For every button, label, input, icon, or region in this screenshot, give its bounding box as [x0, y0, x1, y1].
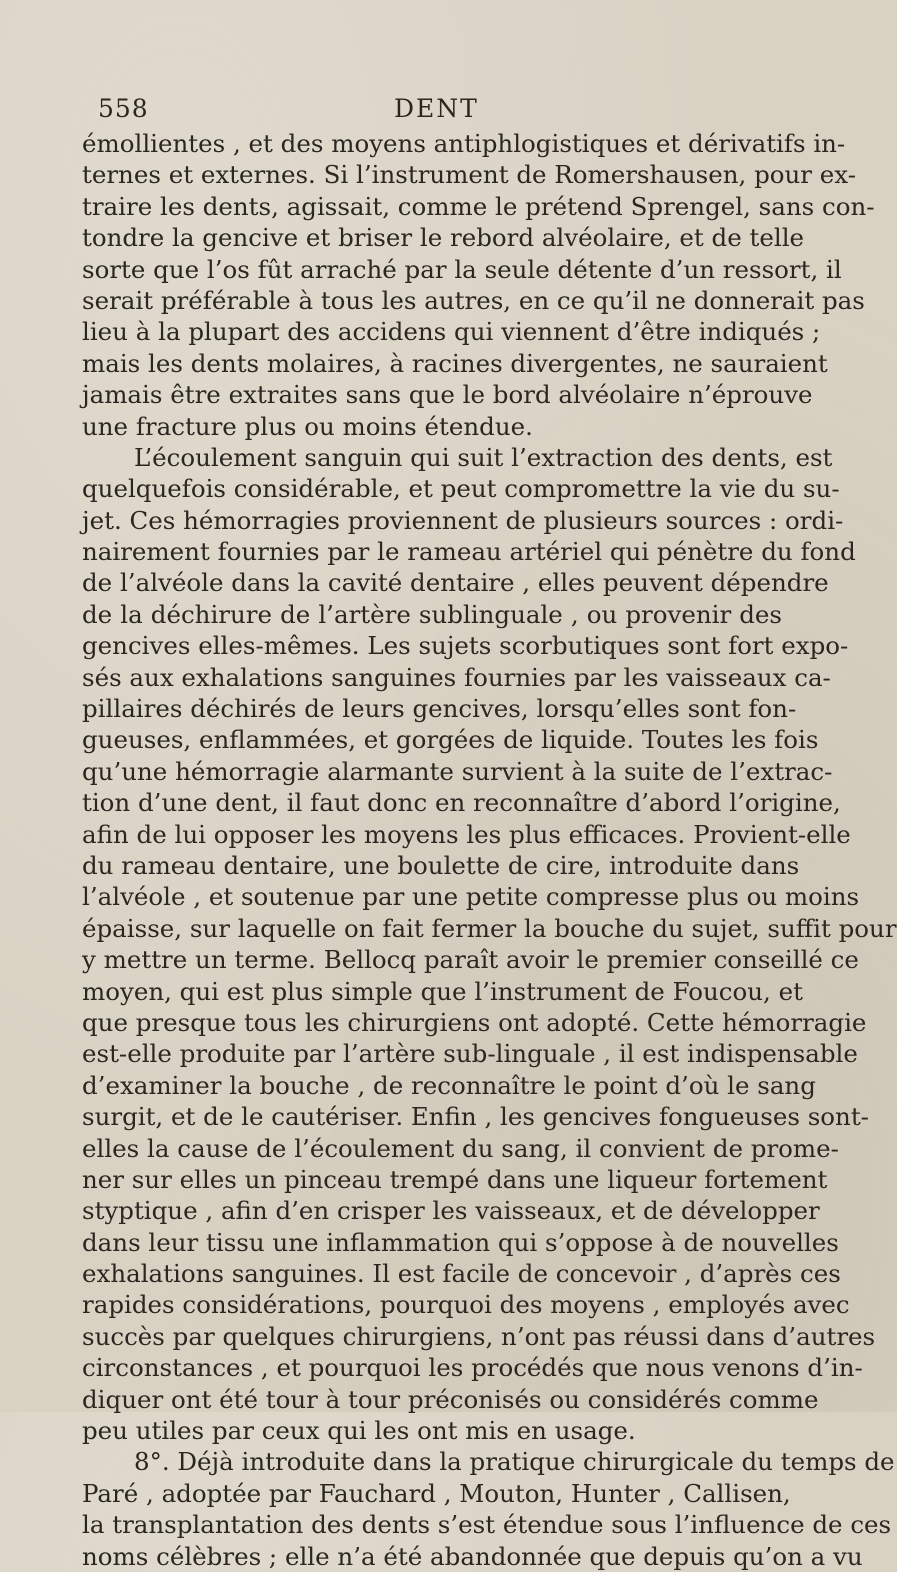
text-line: diquer ont été tour à tour préconisés ou considérés comme: [82, 1384, 819, 1414]
text-line: sorte que l’os fût arraché par la seule détente d’un ressort, il: [82, 254, 842, 284]
text-line: traire les dents, agissait, comme le prétend Sprengel, sans con-: [82, 191, 875, 221]
text-line: l’alvéole , et soutenue par une petite compresse plus ou moins: [82, 882, 860, 912]
text-line: est-elle produite par l’artère sub-linguale , il est indispensable: [82, 1039, 858, 1069]
text-line: que presque tous les chirurgiens ont adopté. Cette hémorragie: [82, 1007, 867, 1037]
paragraph-first-line: L’écoulement sanguin qui suit l’extraction des dents, est: [134, 442, 833, 472]
text-line: moyen, qui est plus simple que l’instrument de Foucou, et: [82, 976, 803, 1006]
text-line: jamais être extraites sans que le bord alvéolaire n’éprouve: [82, 380, 813, 410]
text-line: tion d’une dent, il faut donc en reconnaître d’abord l’origine,: [82, 788, 841, 818]
text-line: de l’alvéole dans la cavité dentaire , elles peuvent dépendre: [82, 568, 829, 598]
text-line: de la déchirure de l’artère sublinguale , ou provenir des: [82, 599, 782, 629]
text-line: serait préférable à tous les autres, en ce qu’il ne donnerait pas: [82, 285, 865, 315]
text-line: y mettre un terme. Bellocq paraît avoir le premier conseillé ce: [82, 945, 859, 975]
running-head: DENT: [394, 94, 479, 123]
text-line: quelquefois considérable, et peut compromettre la vie du su-: [82, 474, 840, 504]
text-line: gencives elles-mêmes. Les sujets scorbutiques sont fort expo-: [82, 631, 849, 661]
text-line: gueuses, enflammées, et gorgées de liquide. Toutes les fois: [82, 725, 819, 755]
text-line: une fracture plus ou moins étendue.: [82, 411, 533, 441]
text-line: la transplantation des dents s’est étendue sous l’influence de ces: [82, 1510, 892, 1540]
text-line: lieu à la plupart des accidens qui viennent d’être indiqués ;: [82, 317, 821, 347]
text-line: pillaires déchirés de leurs gencives, lorsqu’elles sont fon-: [82, 694, 797, 724]
page-header: [98, 94, 738, 128]
text-line: nairement fournies par le rameau artériel qui pénètre du fond: [82, 537, 856, 567]
text-line: tondre la gencive et briser le rebord alvéolaire, et de telle: [82, 223, 805, 253]
text-line: styptique , afin d’en crisper les vaisseaux, et de développer: [82, 1196, 820, 1226]
text-line: noms célèbres ; elle n’a été abandonnée que depuis qu’on a vu: [82, 1541, 863, 1571]
text-line: d’examiner la bouche , de reconnaître le point d’où le sang: [82, 1070, 816, 1100]
text-line: qu’une hémorragie alarmante survient à la suite de l’extrac-: [82, 756, 833, 786]
text-line: succès par quelques chirurgiens, n’ont pas réussi dans d’autres: [82, 1321, 876, 1351]
text-line: surgit, et de le cautériser. Enfin , les gencives fongueuses sont-: [82, 1102, 869, 1132]
text-line: ternes et externes. Si l’instrument de Romershausen, pour ex-: [82, 160, 856, 190]
text-line: afin de lui opposer les moyens les plus efficaces. Provient-elle: [82, 819, 851, 849]
text-line: Paré , adoptée par Fauchard , Mouton, Hunter , Callisen,: [82, 1478, 791, 1508]
text-line: exhalations sanguines. Il est facile de concevoir , d’après ces: [82, 1259, 841, 1289]
text-line: épaisse, sur laquelle on fait fermer la bouche du sujet, suffit pour: [82, 913, 897, 943]
text-line: mais les dents molaires, à racines divergentes, ne sauraient: [82, 348, 828, 378]
paragraph-first-line: 8°. Déjà introduite dans la pratique chirurgicale du temps de: [134, 1447, 895, 1477]
text-line: circonstances , et pourquoi les procédés que nous venons d’in-: [82, 1353, 863, 1383]
body-text: [82, 128, 897, 1572]
text-line: peu utiles par ceux qui les ont mis en usage.: [82, 1416, 636, 1446]
text-line: rapides considérations, pourquoi des moyens , employés avec: [82, 1290, 850, 1320]
page-number: 558: [98, 94, 149, 123]
text-line: émollientes , et des moyens antiphlogistiques et dérivatifs in-: [82, 129, 846, 158]
text-line: jet. Ces hémorragies proviennent de plusieurs sources : ordi-: [82, 505, 844, 535]
text-line: elles la cause de l’écoulement du sang, il convient de prome-: [82, 1133, 839, 1163]
text-line: sés aux exhalations sanguines fournies par les vaisseaux ca-: [82, 662, 831, 692]
text-line: du rameau dentaire, une boulette de cire, introduite dans: [82, 850, 800, 880]
text-line: dans leur tissu une inflammation qui s’oppose à de nouvelles: [82, 1227, 839, 1257]
text-line: ner sur elles un pinceau trempé dans une liqueur fortement: [82, 1164, 828, 1194]
